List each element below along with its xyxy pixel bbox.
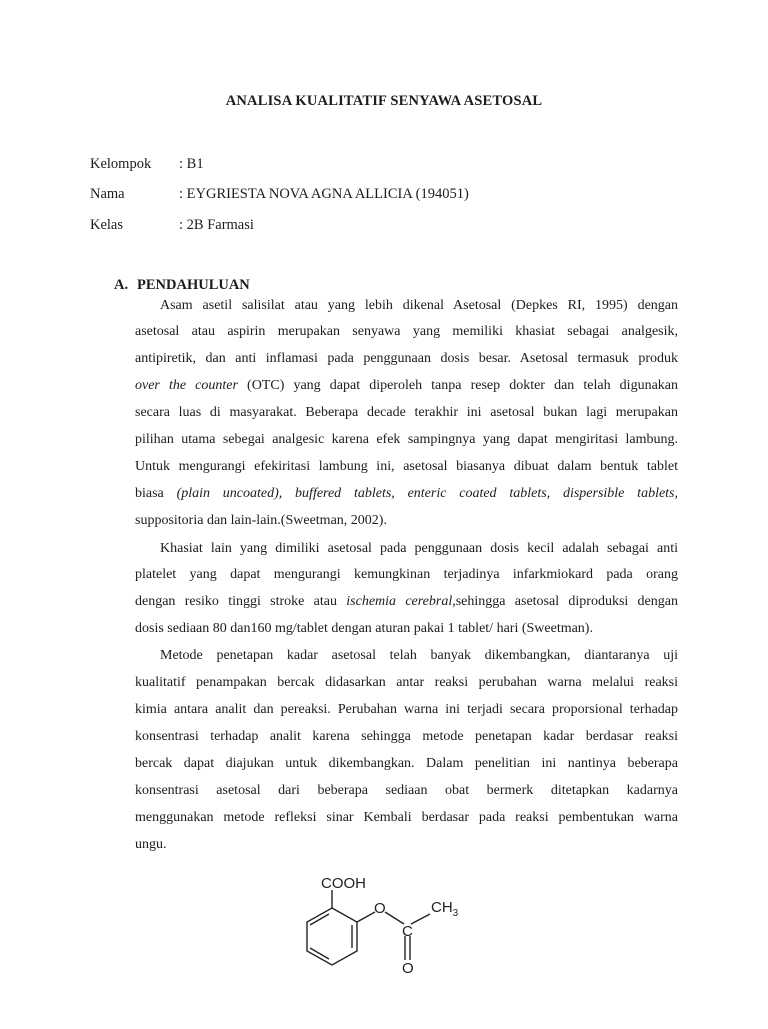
cooh-label: COOH [321,875,366,892]
paragraph-line: konsentrasi terhadap analit karena sehingga metode penetapan kadar berdasar reaksi [135,729,678,744]
section-title: PENDAHULUAN [137,277,250,293]
methyl-ch: CH [431,899,453,916]
paragraph-line: bercak dapat diajukan untuk dikembangkan. Dalam penelitian ini nantinya beberapa [135,756,678,771]
carbonyl-carbon-label: C [402,923,413,940]
line-text: biasa [135,486,177,501]
info-value: : EYGRIESTA NOVA AGNA ALLICIA (194051) [179,186,469,202]
paragraph-line: Metode penetapan kadar asetosal telah banyak dikembangkan, diantaranya uji [160,648,678,663]
paragraph-line: kimia antara analit dan pereaksi. Perubahan warna ini terjadi secara proporsional terhadap [135,702,678,717]
info-label: Kelompok [90,156,152,172]
section-heading [114,277,250,294]
paragraph-line: Khasiat lain yang dimiliki asetosal pada penggunaan dosis kecil adalah sebagai anti [160,541,678,556]
line-text: dengan resiko tinggi stroke atau [135,594,347,609]
paragraph-line: Untuk mengurangi efekiritasi lambung ini, asetosal biasanya dibuat dalam bentuk tablet [135,459,678,474]
carbonyl-oxygen-label: O [402,960,414,977]
benzene-ring [307,908,357,965]
paragraph-line: asetosal atau aspirin merupakan senyawa yang memiliki khasiat sebagai analgesik, [135,324,678,339]
info-label: Kelas [90,217,124,233]
methyl-subscript: 3 [452,908,459,919]
paragraph-line [135,377,678,395]
paragraph-line: Asam asetil salisilat atau yang lebih dikenal Asetosal (Depkes RI, 1995) dengan [160,298,678,313]
paragraph-line: suppositoria dan lain-lain.(Sweetman, 2002). [135,513,387,528]
aspirin-structure-svg [290,872,480,1024]
paragraph-line: dosis sediaan 80 dan160 mg/tablet dengan aturan pakai 1 tablet/ hari (Sweetman). [135,621,593,636]
paragraph-line [135,593,678,611]
ester-oxygen-label: O [374,900,386,917]
section-letter: A. [114,277,129,293]
italic-term: ischemia cerebral, [346,594,456,609]
info-label: Nama [90,186,125,202]
italic-term: (plain uncoated), buffered tablets, enteric coated tablets, dispersible tablets, [176,486,679,501]
paragraph-line: menggunakan metode refleksi sinar Kembali berdasar pada reaksi pembentukan warna [135,810,678,825]
italic-term: over the counter [135,378,238,393]
paragraph-line: platelet yang dapat mengurangi kemungkinan terjadinya infarkmiokard pada orang [135,567,678,582]
document-title: ANALISA KUALITATIF SENYAWA ASETOSAL [225,93,543,109]
info-value: : B1 [179,156,204,172]
line-text: (OTC) yang dapat diperoleh tanpa resep dokter dan telah digunakan [237,378,679,393]
methyl-label [431,899,459,919]
aspirin-structure-diagram [290,872,480,1024]
paragraph-line: pilihan utama sebegai analgesic karena efek sampingnya yang dapat mengiritasi lambung. [135,432,678,447]
paragraph-line [135,485,678,503]
paragraph-line: kualitatif penampakan bercak didasarkan antar reaksi perubahan warna melalui reaksi [135,675,678,690]
paragraph-line: ungu. [135,837,167,852]
paragraph-line: secara luas di masyarakat. Beberapa decade terakhir ini asetosal bukan lagi merupakan [135,405,678,420]
paragraph-line: konsentrasi asetosal dari beberapa sediaan obat bermerk ditetapkan kadarnya [135,783,678,798]
line-text: sehingga asetosal diproduksi dengan [455,594,678,609]
paragraph-line: antipiretik, dan anti inflamasi pada penggunaan dosis besar. Asetosal termasuk produk [135,351,678,366]
info-value: : 2B Farmasi [179,217,254,233]
